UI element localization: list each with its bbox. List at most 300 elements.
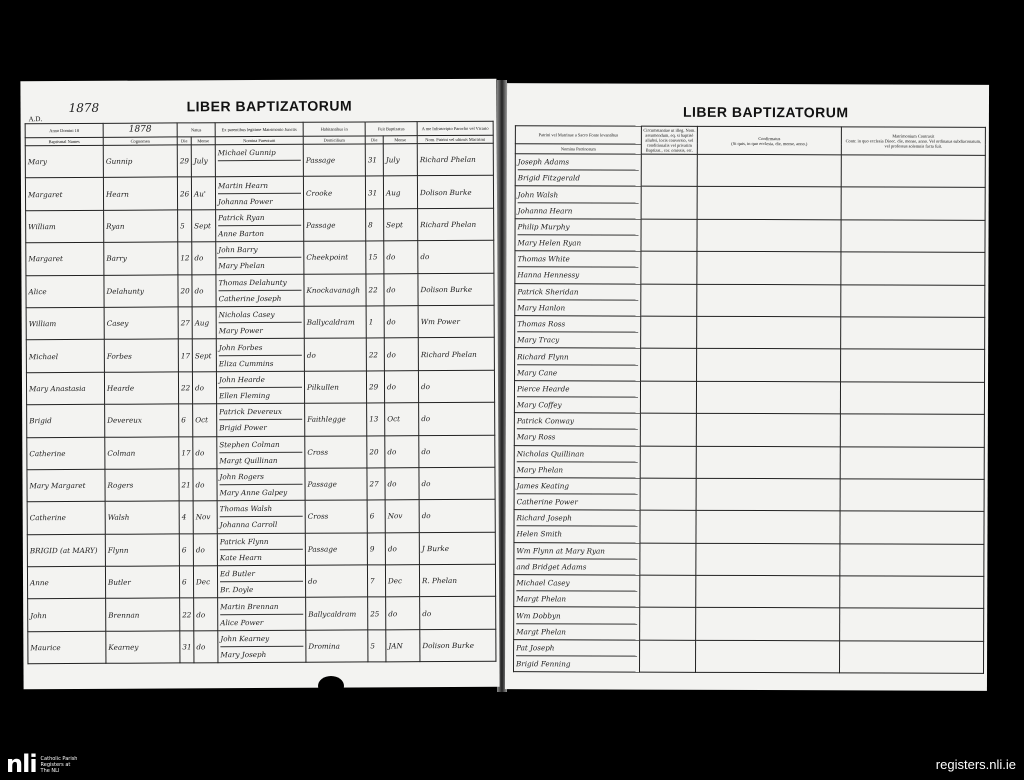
surname-cell: Hearn — [103, 177, 177, 210]
baptism-month-cell: do — [385, 532, 419, 565]
annotation-cell — [641, 219, 697, 252]
abode-cell: Pilkullen — [304, 371, 366, 404]
baptism-month-cell: do — [385, 468, 419, 501]
priest-cell: Richard Phelan — [417, 143, 493, 176]
table-row — [514, 413, 984, 447]
surname-cell: Forbes — [104, 339, 178, 372]
sponsors-cell — [514, 510, 640, 543]
baptism-day-cell: 13 — [367, 403, 385, 435]
birth-month-cell: do — [193, 436, 217, 469]
surname-cell: Rogers — [105, 469, 179, 502]
godmother-name: Margt Phelan — [516, 590, 637, 606]
baptism-month-cell: Dec — [385, 565, 419, 598]
header-patrini: Patrini vel Matrinae a Sacro Fonte levantibus — [515, 126, 641, 144]
baptism-month-cell: JAN — [386, 630, 420, 663]
marriage-cell — [840, 511, 984, 544]
table-row — [515, 283, 985, 317]
godmother-name: Brigid Fenning — [516, 655, 637, 671]
sponsors-register-table — [513, 125, 986, 674]
table-row — [27, 467, 495, 502]
header-fuit-baptizatus: Fuit Baptizatus — [365, 122, 417, 136]
baptismal-name-cell: Catherine — [27, 502, 105, 535]
birth-month-cell: Sept — [192, 210, 216, 243]
site-url[interactable]: registers.nli.ie — [935, 757, 1016, 772]
marriage-cell — [840, 576, 984, 609]
surname-cell: Butler — [105, 566, 179, 599]
matrimonium-subtitle: Contr. in quo ecclesia Dioec. die, mense, anno. Vel ordinatus subdiaconatum, vel professus solemnis facta fuit. — [845, 138, 982, 149]
priest-cell: R. Phelan — [419, 564, 495, 597]
table-row — [514, 510, 984, 544]
mother-name: Mary Joseph — [220, 646, 303, 662]
baptismal-name-cell: Anne — [27, 566, 105, 599]
table-row — [26, 338, 494, 373]
birth-month-cell: do — [192, 242, 216, 275]
baptism-month-cell: Sept — [384, 208, 418, 241]
marriage-cell — [841, 220, 985, 253]
sponsors-cell — [515, 283, 641, 316]
parents-cell — [215, 177, 303, 210]
baptism-day-cell: 8 — [366, 209, 384, 241]
annotation-cell — [640, 543, 696, 576]
confirmation-cell — [696, 543, 840, 576]
baptism-month-cell: do — [385, 435, 419, 468]
table-row — [514, 478, 984, 512]
godmother-name: Mary Phelan — [517, 461, 638, 477]
godmother-name: Mary Hanlon — [517, 299, 638, 315]
abode-cell: Passage — [303, 144, 365, 177]
annotation-cell — [641, 154, 697, 187]
parents-cell — [216, 306, 304, 339]
priest-cell: do — [420, 597, 496, 630]
father-name: Ed Butler — [219, 569, 255, 579]
mother-name: Johanna Carroll — [220, 516, 303, 532]
baptismal-name-cell: Brigid — [27, 404, 105, 437]
table-row — [27, 532, 495, 567]
surname-cell: Colman — [105, 436, 179, 469]
parents-cell — [216, 274, 304, 307]
table-row — [25, 176, 493, 211]
marriage-cell — [841, 155, 985, 188]
table-row — [514, 575, 984, 609]
priest-cell: Richard Phelan — [418, 208, 494, 241]
baptismal-name-cell: Mary — [25, 145, 103, 178]
header-mense-2: Mense — [383, 136, 417, 144]
parents-cell — [218, 598, 306, 631]
birth-day-cell: 21 — [179, 469, 193, 501]
annotation-cell — [640, 446, 696, 479]
godmother-name: Mary Coffey — [517, 396, 638, 412]
godmother-name: Margt Phelan — [516, 623, 637, 639]
godfather-name: Michael Casey — [516, 578, 570, 588]
baptism-day-cell: 22 — [366, 338, 384, 370]
parents-cell — [217, 436, 305, 469]
godfather-name: Patrick Sheridan — [517, 286, 579, 297]
baptism-day-cell: 5 — [368, 630, 386, 662]
confirmation-cell — [696, 575, 840, 608]
baptismal-name-cell: Mary Anastasia — [26, 372, 104, 405]
baptism-month-cell: do — [384, 338, 418, 371]
abode-cell: Dromina — [306, 630, 368, 663]
priest-cell: Dolison Burke — [417, 176, 493, 209]
godfather-name: Richard Flynn — [517, 351, 569, 361]
marriage-cell — [840, 608, 984, 641]
baptismal-name-cell: Margaret — [26, 242, 104, 275]
father-name: Martin Hearn — [217, 180, 269, 190]
header-anno-value: 1878 — [103, 123, 177, 137]
table-row — [26, 240, 494, 275]
table-row — [25, 143, 493, 178]
sponsors-cell — [514, 640, 640, 673]
annotation-cell — [641, 284, 697, 317]
header-domicilium: Domicilium — [303, 136, 365, 144]
godfather-name: John Walsh — [517, 189, 559, 199]
mother-name: Mary Anne Galpey — [220, 484, 303, 500]
godfather-name: Joseph Adams — [517, 157, 570, 167]
annotation-cell — [640, 575, 696, 608]
godmother-name: Mary Ross — [517, 429, 638, 445]
father-name: Michael Gunnip — [217, 148, 276, 158]
godfather-name: Pierce Hearde — [516, 384, 570, 394]
sponsors-cell — [515, 154, 641, 187]
father-name: Patrick Ryan — [218, 212, 265, 223]
abode-cell: Ballycaldram — [304, 306, 366, 339]
priest-cell: Richard Phelan — [418, 338, 494, 371]
priest-cell: Dolison Burke — [420, 629, 496, 662]
confirmation-cell — [696, 478, 840, 511]
marriage-cell — [840, 641, 984, 674]
mother-name: Johanna Power — [218, 192, 301, 208]
parents-cell — [217, 565, 305, 598]
baptismal-name-cell: BRIGID (at MARY) — [27, 534, 105, 567]
baptism-month-cell: do — [384, 370, 418, 403]
godmother-name: Helen Smith — [516, 526, 637, 542]
priest-cell: do — [418, 370, 494, 403]
surname-cell: Walsh — [105, 501, 179, 534]
baptism-day-cell: 31 — [365, 144, 383, 176]
table-row — [515, 218, 985, 252]
birth-month-cell: Dec — [193, 566, 217, 599]
baptism-day-cell: 6 — [367, 500, 385, 532]
birth-month-cell: Au' — [191, 177, 215, 210]
birth-month-cell: do — [192, 274, 216, 307]
parents-cell — [217, 533, 305, 566]
birth-month-cell: July — [191, 145, 215, 178]
birth-day-cell: 5 — [178, 210, 192, 242]
marriage-cell — [840, 414, 984, 447]
parents-cell — [217, 501, 305, 534]
baptism-register-table — [25, 121, 497, 665]
marriage-cell — [840, 382, 984, 415]
godmother-name: Hanna Hennessy — [517, 267, 638, 283]
sponsors-cell — [514, 542, 640, 575]
table-row — [515, 316, 985, 350]
birth-month-cell: Aug — [192, 307, 216, 340]
birth-day-cell: 6 — [179, 404, 193, 436]
baptism-day-cell: 25 — [368, 597, 386, 629]
table-row — [27, 435, 495, 470]
sponsors-cell — [515, 186, 641, 219]
sponsors-cell — [515, 218, 641, 251]
confirmation-cell — [696, 413, 840, 446]
marriage-cell — [840, 446, 984, 479]
marriage-cell — [840, 479, 984, 512]
birth-day-cell: 6 — [179, 534, 193, 566]
godmother-name: Mary Cane — [517, 364, 638, 380]
annotation-cell — [641, 316, 697, 349]
table-row — [27, 402, 495, 437]
abode-cell: Passage — [305, 468, 367, 501]
table-row — [514, 640, 984, 674]
birth-day-cell: 17 — [178, 339, 192, 371]
mother-name: Eliza Cummins — [219, 354, 302, 370]
baptismal-name-cell: William — [26, 307, 104, 340]
baptism-day-cell: 1 — [366, 306, 384, 338]
baptism-month-cell: do — [384, 241, 418, 274]
header-a-me: A me Infrascripto Parocho vel Vicario — [417, 121, 493, 135]
marriage-cell — [841, 349, 985, 382]
father-name: John Barry — [218, 245, 258, 255]
baptism-month-cell: do — [384, 273, 418, 306]
birth-month-cell: do — [194, 631, 218, 664]
birth-day-cell: 12 — [178, 242, 192, 274]
abode-cell: do — [305, 565, 367, 598]
marriage-cell — [840, 544, 984, 577]
sponsors-cell — [514, 380, 640, 413]
confirmation-cell — [697, 349, 841, 382]
birth-day-cell: 27 — [178, 307, 192, 339]
confirmatus-title: Confirmatus — [758, 135, 781, 141]
header-mense: Mense — [191, 137, 215, 145]
godmother-name: Brigid Fitzgerald — [518, 169, 639, 185]
nli-logo — [6, 750, 78, 778]
surname-cell: Flynn — [105, 534, 179, 567]
confirmation-cell — [696, 511, 840, 544]
godmother-name: Mary Tracy — [517, 331, 638, 347]
father-name: John Kearney — [220, 634, 270, 644]
mother-name: Margt Quillinan — [219, 451, 302, 467]
gutter-shadow — [318, 676, 344, 696]
baptism-month-cell: Oct — [385, 403, 419, 436]
baptism-day-cell: 31 — [365, 176, 383, 208]
annotation-cell — [640, 608, 696, 641]
parents-cell — [216, 209, 304, 242]
surname-cell: Devereux — [105, 404, 179, 437]
mother-name: Mary Power — [219, 322, 302, 338]
father-name: Thomas Walsh — [219, 504, 273, 514]
godfather-name: Thomas White — [517, 254, 570, 264]
header-nom-patrini: Nom. Patrini vel ultimis Mactrimi — [417, 135, 493, 143]
godfather-name: Nicholas Quillinan — [516, 448, 585, 459]
confirmation-cell — [696, 608, 840, 641]
baptism-day-cell: 15 — [366, 241, 384, 273]
nli-logo-mark: nli — [6, 750, 37, 778]
table-row — [514, 542, 984, 576]
baptismal-name-cell: Catherine — [27, 437, 105, 470]
baptism-month-cell: do — [384, 306, 418, 339]
surname-cell: Brennan — [106, 598, 180, 631]
mother-name: Anne Barton — [218, 225, 301, 241]
header-annotationes: Circumstantiae ut illeg. Nom. assumendum, eq. si baptisé aliubsi, locis conversio, vel conditionalis vel privatim Baptizat., cor. omissis, etc. — [641, 126, 697, 154]
birth-month-cell: do — [193, 533, 217, 566]
birth-month-cell: do — [192, 371, 216, 404]
confirmation-cell — [697, 187, 841, 220]
priest-cell: J Burke — [419, 532, 495, 565]
priest-cell: Wm Power — [418, 305, 494, 338]
header-baptismal-name: Baptismal Names — [25, 137, 103, 145]
parents-cell — [215, 144, 303, 177]
priest-cell: do — [419, 402, 495, 435]
birth-day-cell: 26 — [177, 177, 191, 209]
confirmation-cell — [696, 446, 840, 479]
baptism-day-cell: 9 — [367, 533, 385, 565]
sponsors-cell — [514, 413, 640, 446]
baptismal-name-cell: Maurice — [28, 631, 106, 664]
abode-cell: Cheekpoint — [304, 241, 366, 274]
surname-cell: Delahunty — [104, 274, 178, 307]
confirmation-cell — [696, 640, 840, 673]
godfather-name: Pat Joseph — [516, 643, 555, 653]
right-register-page — [505, 83, 989, 691]
header-nomina-patrinorum: Nomina Patrinorum — [515, 144, 641, 155]
parents-cell — [217, 403, 305, 436]
sponsors-cell — [514, 445, 640, 478]
godfather-name: Wm Dobbyn — [516, 610, 561, 621]
annotation-cell — [641, 187, 697, 220]
header-die: Die — [177, 137, 191, 145]
parents-cell — [218, 630, 306, 663]
priest-cell: do — [419, 435, 495, 468]
baptism-month-cell: July — [383, 144, 417, 177]
godfather-name: Philip Murphy — [517, 222, 570, 232]
sponsors-cell — [514, 478, 640, 511]
birth-day-cell: 17 — [179, 436, 193, 468]
mother-name: Ellen Fleming — [219, 387, 302, 403]
baptismal-name-cell: Mary Margaret — [27, 469, 105, 502]
confirmation-cell — [697, 219, 841, 252]
confirmation-cell — [697, 316, 841, 349]
table-row — [27, 564, 495, 599]
sponsors-cell — [515, 316, 641, 349]
mother-name: Kate Hearn — [220, 549, 303, 565]
matrimonium-title: Matrimonium Contraxit — [892, 133, 935, 139]
sponsors-cell — [514, 607, 640, 640]
abode-cell: Ballycaldram — [306, 597, 368, 630]
table-row — [26, 370, 494, 405]
surname-cell: Barry — [104, 242, 178, 275]
abode-cell: Passage — [305, 533, 367, 566]
mother-name: Mary Phelan — [218, 257, 301, 273]
baptism-month-cell: do — [386, 597, 420, 630]
birth-month-cell: do — [193, 469, 217, 502]
birth-day-cell: 29 — [177, 145, 191, 177]
birth-day-cell: 31 — [180, 631, 194, 663]
confirmatus-subtitle: (Si quis, in quo ecclesia, die, mense, anno.) — [731, 140, 808, 146]
confirmation-cell — [697, 284, 841, 317]
annotation-cell — [641, 348, 697, 381]
table-row — [515, 251, 985, 285]
header-natus: Natus — [177, 123, 215, 137]
parents-cell — [216, 371, 304, 404]
annotation-cell — [640, 413, 696, 446]
father-name: Nicholas Casey — [218, 310, 275, 320]
father-name: John Rogers — [219, 472, 264, 482]
table-row — [28, 629, 496, 664]
surname-cell: Hearde — [104, 372, 178, 405]
father-name: Patrick Flynn — [219, 536, 269, 547]
baptismal-name-cell: John — [28, 599, 106, 632]
marriage-cell — [841, 284, 985, 317]
birth-month-cell: Sept — [192, 339, 216, 372]
father-name: John Forbes — [218, 342, 263, 352]
abode-cell: do — [304, 338, 366, 371]
abode-cell: Passage — [304, 209, 366, 242]
godfather-name: Wm Flynn at Mary Ryan — [516, 546, 605, 556]
header-ex-parentibus: Ex parentibus legitime Matrimonio Junctis — [215, 122, 303, 136]
godmother-name: Catherine Power — [517, 493, 638, 509]
birth-month-cell: Oct — [193, 404, 217, 437]
parents-cell — [216, 241, 304, 274]
table-row — [26, 273, 494, 308]
baptismal-name-cell: Michael — [26, 340, 104, 373]
table-row — [515, 348, 985, 382]
abode-cell: Knockavanagh — [304, 274, 366, 307]
confirmation-cell — [697, 154, 841, 187]
godfather-name: Thomas Ross — [517, 319, 566, 329]
marriage-cell — [841, 252, 985, 285]
table-row — [26, 208, 494, 243]
godfather-name: Patrick Conway — [516, 416, 574, 426]
annotation-cell — [641, 251, 697, 284]
table-row — [514, 607, 984, 641]
abode-cell: Cross — [305, 435, 367, 468]
page-title-left: LIBER BAPTIZATORUM — [186, 97, 353, 115]
baptism-day-cell: 29 — [366, 371, 384, 403]
baptismal-name-cell: William — [26, 210, 104, 243]
sponsors-cell — [515, 348, 641, 381]
header-habitantibus: Habitantibus in — [303, 122, 365, 136]
marriage-cell — [841, 317, 985, 350]
annotation-cell — [640, 381, 696, 414]
table-row — [515, 154, 985, 188]
godmother-name: Mary Helen Ryan — [517, 234, 638, 250]
abode-cell: Cross — [305, 500, 367, 533]
annotation-cell — [640, 640, 696, 673]
priest-cell: Dolison Burke — [418, 273, 494, 306]
birth-day-cell: 6 — [179, 566, 193, 598]
surname-cell: Casey — [104, 307, 178, 340]
nli-logo-text: Catholic Parish Registers at The NLI — [40, 756, 78, 774]
parents-cell — [217, 468, 305, 501]
birth-day-cell: 4 — [179, 501, 193, 533]
left-register-page — [20, 79, 499, 689]
mother-name: Brigid Power — [219, 419, 302, 435]
father-name: Martin Brennan — [220, 601, 279, 611]
header-cognomen: Cognomen — [103, 137, 177, 145]
father-name: John Hearde — [218, 374, 265, 385]
godfather-name: Richard Joseph — [516, 513, 572, 523]
table-row — [28, 597, 496, 632]
header-anno-domini: Anno Domini 18 — [25, 123, 103, 137]
birth-day-cell: 20 — [178, 274, 192, 306]
baptism-day-cell: 27 — [367, 468, 385, 500]
table-row — [514, 445, 984, 479]
header-nomina-parentum: Nomina Parentum — [215, 136, 303, 144]
baptismal-name-cell: Margaret — [25, 178, 103, 211]
baptismal-name-cell: Alice — [26, 275, 104, 308]
baptism-month-cell: Aug — [383, 176, 417, 209]
table-row — [514, 380, 984, 414]
birth-day-cell: 22 — [180, 598, 194, 630]
